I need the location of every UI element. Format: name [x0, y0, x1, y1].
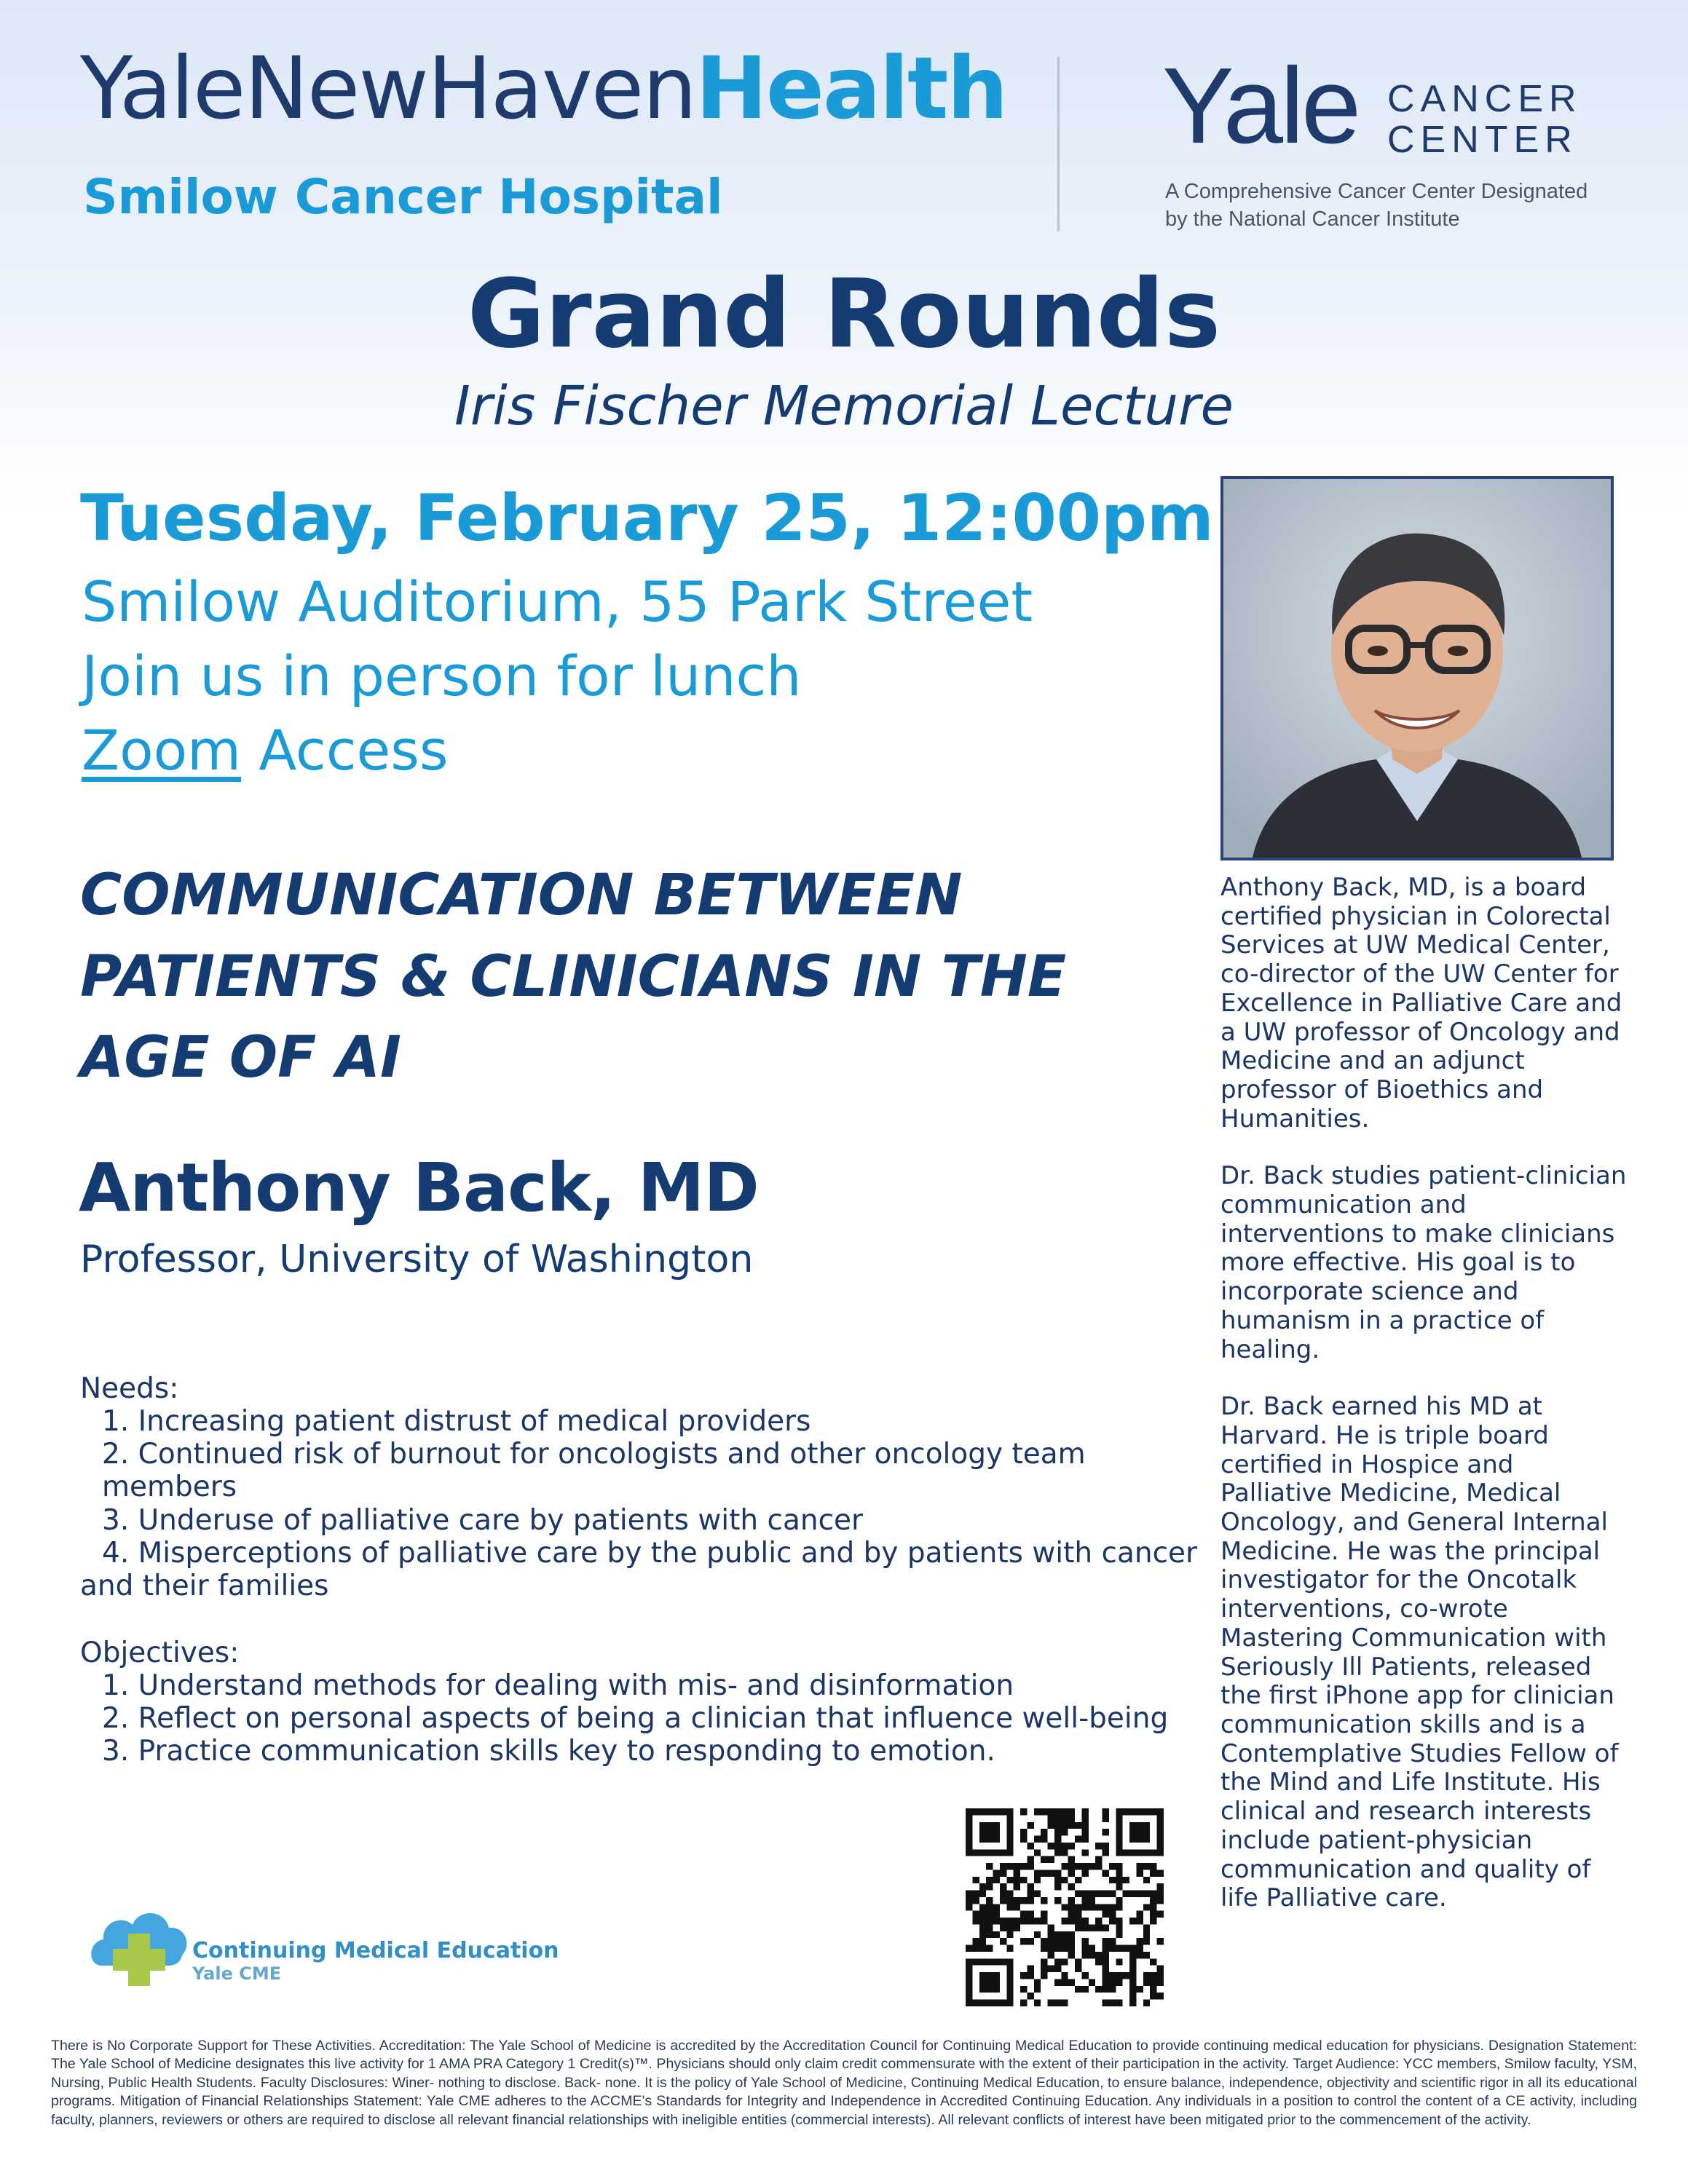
bio-paragraph: Dr. Back earned his MD at Harvard. He is triple board certified in Hospice and Palliative Medicine, Medical Oncology, and General Internal Medicine. He was the principal investigator for the Oncotalk interventions, co-wrote Mastering Communication with Seriously Ill Patients, released the first iPhone app for clinician communication skills and is a Contemplative Studies Fellow of the Mind and Life Institute. His clinical and research interests include patient-physician communication and quality of life Palliative care.: [1220, 1392, 1619, 1913]
list-item: 4. Misperceptions of palliative care by the public and by patients with cancer: [102, 1536, 1198, 1570]
list-item: 2. Continued risk of burnout for oncologists and other oncology team members: [102, 1438, 1086, 1504]
objectives-list: [80, 1669, 1216, 1768]
speaker-photo: [1220, 476, 1614, 860]
zoom-access: Zoom Access: [82, 718, 449, 783]
hospital-name: Smilow Cancer Hospital: [83, 169, 723, 225]
logo-divider: [1057, 57, 1060, 232]
needs-label: Needs:: [80, 1372, 179, 1405]
needs-list: [80, 1405, 1216, 1602]
ycc-tagline: A Comprehensive Cancer Center Designated by the National Cancer Institute: [1165, 180, 1588, 232]
yale-wordmark: Yale: [1162, 46, 1359, 166]
cancer-center-wordmark: CANCER CENTER: [1387, 78, 1582, 162]
bio-paragraph: Anthony Back, MD, is a board certified physician in Colorectal Services at UW Medical Center, co-director of the UW Center for Excellence in Palliative Care and a UW professor of Oncology and Medicine and an adjunct professor of Bioethics and Humanities.: [1220, 873, 1622, 1133]
cloud-plus-icon: [86, 1893, 195, 1987]
bio-paragraph: Dr. Back studies patient-clinician communication and interventions to make clinicians more effective. His goal is to incorporate science and humanism in a practice of healing.: [1220, 1161, 1627, 1364]
speaker-affiliation: Professor, University of Washington: [80, 1238, 754, 1281]
qr-code[interactable]: [966, 1808, 1164, 2006]
list-item: 3. Underuse of palliative care by patients with cancer: [102, 1503, 864, 1537]
accreditation-footer: There is No Corporate Support for These Activities. Accreditation: The Yale School of Medicine is accredited by the Accreditation Council for Continuing Medical Education to provide continuing medical education for physicians. Designation Statement: The Yale School of Medicine designates this live activity for 1 AMA PRA Category 1 Credit(s)™. Physicians should only claim credit commensurate with the extent of their participation in the activity. Target Audience: YCC members, Smilow faculty, YSM, Nursing, Public Health Students. Faculty Disclosures: Winer- nothing to disclose. Back- none. It is the policy of Yale School of Medicine, Continuing Medical Education, to ensure balance, independence, objectivity and scientific rigor in all its educational programs. Mitigation of Financial Relationships Statement: Yale CME adheres to the ACCME's Standards for Integrity and Independence in Accredited Continuing Education. Any individuals in a position to control the content of a CE activity, including faculty, planners, reviewers or others are required to disclose all relevant financial relationships with ineligible entities (commercial interests). All relevant conflicts of interest have been mitigated prior to the commencement of the activity.: [51, 2038, 1637, 2128]
objectives-label: Objectives:: [80, 1637, 240, 1669]
cme-logo: [86, 1893, 195, 1990]
ynhh-logo: YaleNewHavenHealth: [80, 38, 1007, 138]
zoom-link[interactable]: Zoom: [82, 718, 242, 783]
list-item: 1. Increasing patient distrust of medical providers: [102, 1405, 811, 1438]
lunch-note: Join us in person for lunch: [82, 644, 802, 708]
list-item: 1. Understand methods for dealing with mis- and disinformation: [102, 1669, 1014, 1702]
event-title: Grand Rounds: [467, 258, 1221, 369]
event-location: Smilow Auditorium, 55 Park Street: [82, 569, 1033, 634]
lecture-title: COMMUNICATION BETWEEN PATIENTS & CLINICIANS IN THE AGE OF AI: [80, 863, 1067, 1091]
speaker-bio: [1220, 874, 1628, 1942]
speaker-name: Anthony Back, MD: [79, 1149, 759, 1227]
event-subtitle: Iris Fischer Memorial Lecture: [454, 375, 1234, 438]
event-datetime: Tuesday, February 25, 12:00pm: [80, 480, 1214, 555]
list-continuation: and their families: [80, 1570, 329, 1603]
list-item: 3. Practice communication skills key to responding to emotion.: [102, 1735, 995, 1768]
cme-label: Continuing Medical Education Yale CME: [192, 1938, 559, 1984]
list-item: 2. Reflect on personal aspects of being a clinician that influence well-being: [102, 1702, 1169, 1736]
